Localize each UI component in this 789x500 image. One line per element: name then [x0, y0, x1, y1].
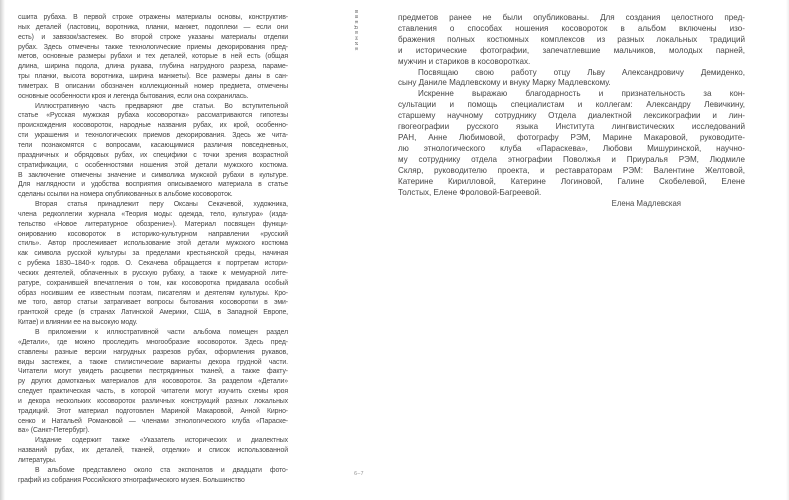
paragraph [398, 89, 745, 198]
text-line: основные особенности кроя и легенда бытования, если она сохранилась. [18, 92, 249, 100]
right-page-paragraphs [398, 13, 745, 198]
page-left-edge-shadow [0, 0, 5, 500]
right-page-text-column [398, 13, 745, 210]
text-line: происхождения косовороток, народные названия рубах, их крой, особенно- [18, 122, 288, 130]
paragraph [398, 68, 745, 90]
text-line: Иллюстративную часть предваряют две статьи. Во вступительной [35, 102, 288, 110]
text-line: гвогеографии русского языка Института лингвистических исследований [398, 122, 745, 132]
text-line: сшита рубаха. В первой строке отражены материалы основы, конструктив- [18, 14, 288, 21]
text-line: рубах. Здесь отмечены также технологические приемы декорирования пред- [18, 43, 288, 51]
text-line: сультации и помощь специалистам и коллегам: Александру Левичкину, [398, 100, 745, 110]
text-line: тиметрах. В описании обозначен коллекционный номер предмета, отмечены [18, 82, 288, 90]
paragraph [18, 200, 288, 328]
text-line: му сотруднику отдела этнографии Поволжья и Приуралья РЭМ, Людмиле [398, 154, 745, 164]
text-line: Для наглядности и удобства восприятия описываемого материала в статье [18, 181, 288, 189]
text-line: сенко и Натальей Романовой — членами этнологического клуба «Параске- [18, 417, 288, 425]
text-line: Читатели могут увидеть расцветки пестрядинных тканей, а также факту- [18, 368, 288, 376]
text-line: Катерине Кирилловой, Катерине Логиновой, Галине Скобелевой, Елене [398, 176, 745, 186]
text-line: В заключение отмечены значение и символика мужской рубахи в культуре. [18, 171, 288, 179]
text-line: тельство «Новое литературное обозрение»). Материал посвящен функци- [18, 220, 288, 228]
left-page-text-column [18, 13, 288, 486]
chapter-running-head-vertical: ВВЕДЕНИЕ [354, 10, 359, 53]
text-line: виды застежек, а также стилистические варианты декора грудной части. [18, 358, 288, 366]
text-line: традиций. Этот материал подготовлен Мариной Макаровой, Анной Кирно- [18, 407, 288, 415]
text-line: названий рубах, их деталей, тканей, отделки» и список использованной [18, 447, 288, 455]
text-line: «Детали», где можно проследить многообразие косовороток. Здесь пред- [18, 338, 288, 346]
text-line: члена редколлегии журнала «Теория моды: одежда, тело, культура» (изда- [18, 210, 288, 218]
text-line: Вторая статья принадлежит перу Оксаны Секачевой, художника, [35, 201, 288, 209]
text-line: РАН, Анне Любимовой, фотографу РЭМ, Марине Макаровой, руководите- [398, 132, 745, 142]
text-line: Китае) и влиянии ее на высокую моду. [18, 319, 138, 327]
text-line: грантской среде (в странах Латинской Америки, США, в Западной Европе, [18, 309, 288, 317]
text-line: мужчин и стариков в косоворотках. [398, 56, 531, 66]
page-number: 6–7 [354, 471, 364, 477]
text-line: образ носившим ее известным поэтам, писателям и деятелям культуры. Кро- [18, 289, 288, 297]
text-line: статье «Русская мужская рубаха косоворотка» рассматриваются гипотезы [18, 112, 288, 120]
text-line: Скляр, руководителю проекта, и реставраторам РЭМ: Валентине Желтовой, [398, 165, 745, 175]
text-line: ва» (Санкт-Петербург). [18, 427, 90, 435]
paragraph [18, 466, 288, 486]
text-line: ных деталей (ластовиц, воротника, планки, манжет, подоплеки — если они [18, 23, 288, 31]
text-line: с рубежа 1830–1840-х годов. О. Секачева обращается к портретам истори- [18, 260, 288, 268]
text-line: литературы. [18, 456, 57, 464]
text-line: В приложении к иллюстративной части альбома помещен раздел [35, 329, 288, 336]
text-line: ру других домотканых материалов для косовороток. За разделом «Детали» [18, 378, 288, 386]
text-line: ческих деятелей, облаченных в русскую рубаху, а также к мемуарной лите- [18, 269, 288, 277]
text-line: как символа русской культуры за пределами крестьянской среды, начиная [18, 250, 288, 258]
text-line: есть) и завязок/застежек. Во второй строке указаны материалы отделки [18, 33, 288, 41]
text-line: и исторические фотографии, запечатлевшие мальчиков, молодых парней, [398, 45, 745, 55]
text-line: предметов ранее не были опубликованы. Для создания целостного пред- [398, 13, 745, 22]
text-line: бражения полных костюмных комплексов из разных локальных традиций [398, 34, 745, 44]
text-line: стратификации, с особенностями ношения этой детали мужского костюма. [18, 161, 288, 169]
text-line: графий из собрания Российского этнографического музея. Большинство [18, 476, 245, 484]
paragraph [18, 328, 288, 436]
paragraph [18, 102, 288, 200]
text-line: ставления о способах ношения косовороток в альбом включены изо- [398, 23, 745, 33]
text-line: следует практическая часть, в которой читатели могут изучить схемы кроя [18, 388, 288, 396]
text-line: Издание содержит также «Указатель исторических и диалектных [35, 437, 288, 445]
paragraph [398, 13, 745, 68]
text-line: сти украшения и технологических приемов декорирования. Здесь же чита- [18, 132, 288, 140]
text-line: стиль». Автор прослеживает использование этой детали мужского костюма [18, 240, 288, 248]
text-line: онированию косовороток в историко-культурном направлении «русский [18, 230, 288, 238]
text-line: Посвящаю свою работу отцу Льву Александровичу Демиденко, [418, 67, 745, 77]
text-line: ме того, автор статьи затрагивает вопросы бытования косоворотки в эми- [18, 299, 288, 307]
text-line: старшему научному сотруднику Отдела диалектной лексикографии и лин- [398, 111, 745, 121]
text-line: сделаны ссылки на номера опубликованных в альбоме косовороток. [18, 191, 233, 199]
text-line: метов, основные размеры рубахи и тех деталей, которые в ней есть (общая [18, 53, 288, 61]
author-signature: Елена Мадлевская [611, 199, 681, 209]
text-line: тели познакомятся с вопросами, касающимися различия повседневных, [18, 141, 288, 149]
text-line: ратуре, сохранившей впечатления о том, как косоворотка придавала особый [18, 279, 288, 287]
text-line: праздничных и обрядовых рубах, их специфики с точки зрения возрастной [18, 151, 288, 159]
text-line: В альбоме представлено около ста экспонатов и двадцати фото- [35, 466, 288, 474]
text-line: Толстых, Елене Фроловой-Багреевой. [398, 187, 542, 197]
text-line: и декора нескольких косовороток различных конструкций разных локальных [18, 397, 288, 405]
text-line: сыну Даниле Мадлевскому и внуку Марку Мадлевскому. [398, 78, 611, 88]
text-line: длина, ширина подола, длина рукава, глубина нагрудного разреза, параме- [18, 63, 288, 71]
paragraph [18, 13, 288, 102]
text-line: ставлены разные версии нагрудных разрезов рубах, оформления рукавов, [18, 348, 288, 356]
text-line: тры планки, высота воротника, ширина манжеты). Все размеры даны в сан- [18, 73, 288, 81]
text-line: лю этнологического клуба «Параскева», Любови Мишуринской, научно- [398, 143, 745, 153]
text-line: Искренне выражаю благодарность и признательность за кон- [418, 89, 745, 99]
paragraph [18, 436, 288, 466]
